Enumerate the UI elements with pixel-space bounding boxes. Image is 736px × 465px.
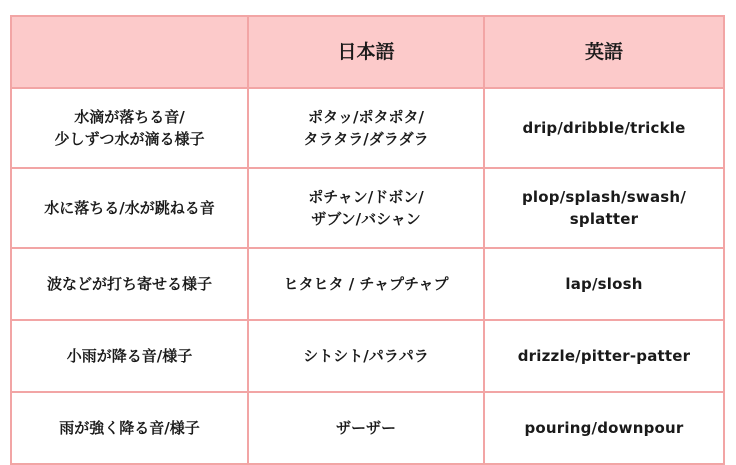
description-line: 小雨が降る音/様子 <box>66 347 193 365</box>
english-line: lap/slosh <box>565 275 643 293</box>
english-line: splatter <box>569 210 639 228</box>
header-empty-cell <box>11 16 248 88</box>
japanese-cell <box>248 248 484 320</box>
description-line: 水に落ちる/水が跳ねる音 <box>44 199 215 217</box>
table-row <box>11 320 724 392</box>
english-line: pouring/downpour <box>524 419 684 437</box>
english-line: drizzle/pitter-patter <box>517 347 691 365</box>
description-cell <box>11 320 248 392</box>
english-cell <box>484 168 724 248</box>
description-cell <box>11 248 248 320</box>
english-cell <box>484 320 724 392</box>
japanese-cell <box>248 320 484 392</box>
japanese-line: タラタラ/ダラダラ <box>303 130 429 148</box>
header-japanese: 日本語 <box>248 16 484 88</box>
japanese-cell <box>248 168 484 248</box>
description-cell <box>11 168 248 248</box>
english-cell <box>484 392 724 464</box>
japanese-line: ザーザー <box>335 419 396 437</box>
table-row <box>11 248 724 320</box>
japanese-cell <box>248 88 484 168</box>
onomatopoeia-table <box>10 15 725 465</box>
table-row <box>11 88 724 168</box>
japanese-line: ヒタヒタ / チャプチャプ <box>283 275 449 293</box>
english-cell <box>484 248 724 320</box>
japanese-line: ポタッ/ポタポタ/ <box>308 108 424 126</box>
table-row <box>11 168 724 248</box>
table-row <box>11 392 724 464</box>
japanese-line: ポチャン/ドボン/ <box>308 188 424 206</box>
header-english: 英語 <box>484 16 724 88</box>
description-cell <box>11 392 248 464</box>
japanese-cell <box>248 392 484 464</box>
description-line: 波などが打ち寄せる様子 <box>46 275 212 293</box>
description-line: 水滴が落ちる音/ <box>74 108 185 126</box>
description-line: 少しずつ水が滴る様子 <box>54 130 205 148</box>
japanese-line: シトシト/パラパラ <box>303 347 429 365</box>
english-line: plop/splash/swash/ <box>521 188 686 206</box>
description-line: 雨が強く降る音/様子 <box>59 419 200 437</box>
english-cell <box>484 88 724 168</box>
japanese-line: ザブン/バシャン <box>311 210 421 228</box>
description-cell <box>11 88 248 168</box>
header-row <box>11 16 724 88</box>
english-line: drip/dribble/trickle <box>522 119 686 137</box>
